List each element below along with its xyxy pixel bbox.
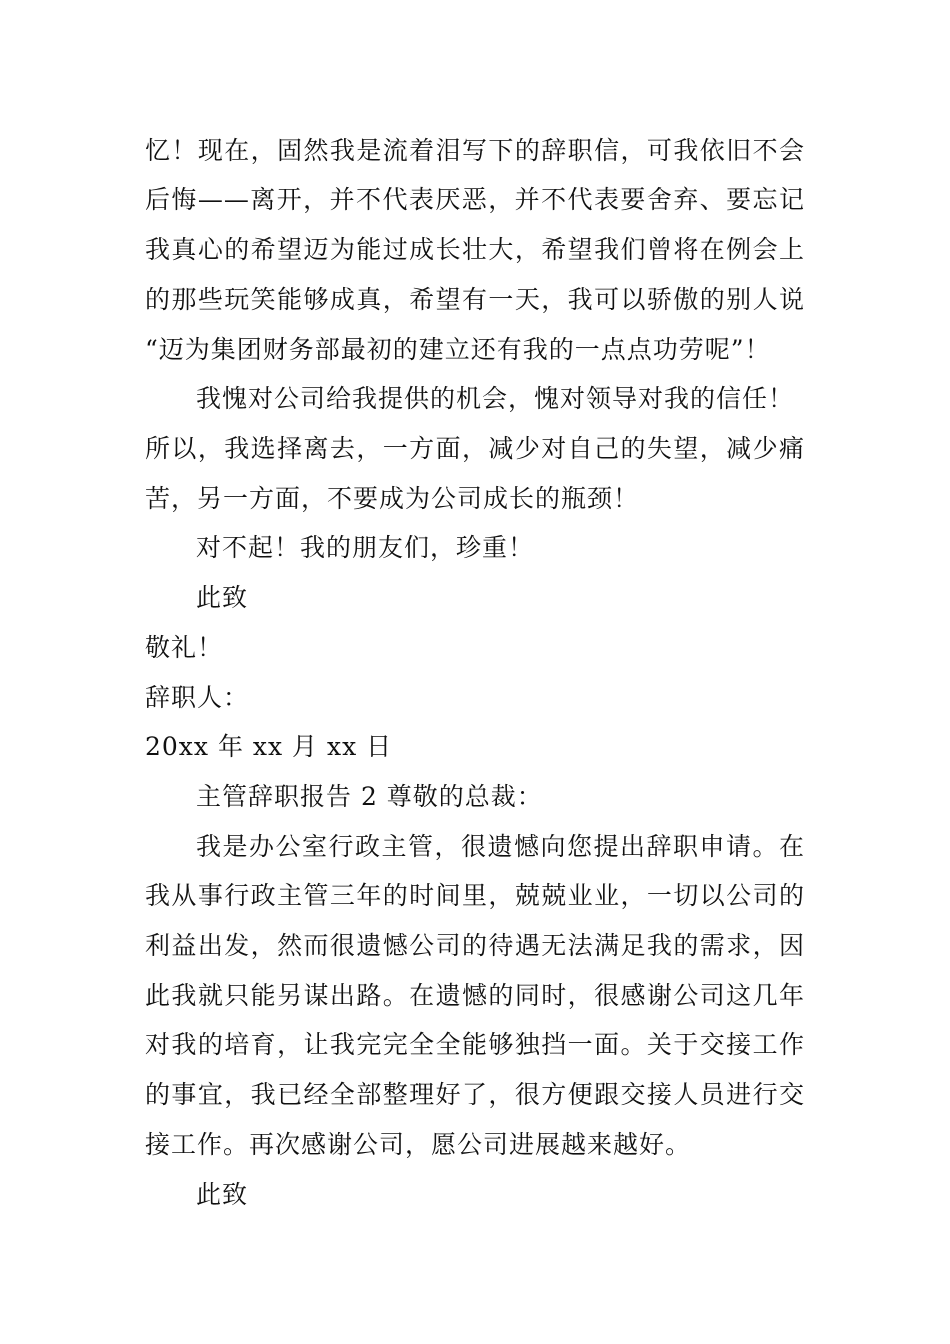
- text-line: 对我的培育，让我完完全全能够独挡一面。关于交接工作: [145, 1030, 805, 1059]
- text-line: 此我就只能另谋出路。在遗憾的同时，很感谢公司这几年: [145, 981, 805, 1010]
- text-line: 苦，另一方面，不要成为公司成长的瓶颈！: [145, 484, 640, 513]
- date-line: 20xx 年 xx 月 xx 日: [145, 732, 393, 761]
- paragraph-start-line: 我是办公室行政主管，很遗憾向您提出辞职申请。在: [196, 832, 805, 861]
- text-line: 后悔——离开，并不代表厌恶，并不代表要舍弃、要忘记: [145, 185, 805, 214]
- closing-regards: 敬礼！: [145, 633, 224, 662]
- paragraph-start-line: 我愧对公司给我提供的机会，愧对领导对我的信任！: [196, 384, 795, 413]
- closing-salutation: 此致: [196, 583, 249, 612]
- text-line: 利益出发，然而很遗憾公司的待遇无法满足我的需求，因: [145, 931, 805, 960]
- text-line: 的那些玩笑能够成真，希望有一天，我可以骄傲的别人说: [145, 285, 805, 314]
- text-line: 忆！现在，固然我是流着泪写下的辞职信，可我依旧不会: [145, 136, 805, 165]
- text-line: 所以，我选择离去，一方面，减少对自己的失望，减少痛: [145, 434, 805, 463]
- text-line: 我真心的希望迈为能过成长壮大，希望我们曾将在例会上: [145, 235, 805, 264]
- paragraph-start-line: 对不起！我的朋友们，珍重！: [196, 533, 535, 562]
- text-line: 我从事行政主管三年的时间里，兢兢业业，一切以公司的: [145, 881, 805, 910]
- text-line: 的事宜，我已经全部整理好了，很方便跟交接人员进行交: [145, 1080, 805, 1109]
- text-line: 接工作。再次感谢公司，愿公司进展越来越好。: [145, 1130, 692, 1159]
- text-line: “迈为集团财务部最初的建立还有我的一点点功劳呢”！: [145, 335, 771, 364]
- section-heading: 主管辞职报告 2 尊敬的总裁：: [196, 782, 543, 811]
- signature-label: 辞职人：: [145, 683, 250, 712]
- closing-salutation: 此致: [196, 1180, 249, 1209]
